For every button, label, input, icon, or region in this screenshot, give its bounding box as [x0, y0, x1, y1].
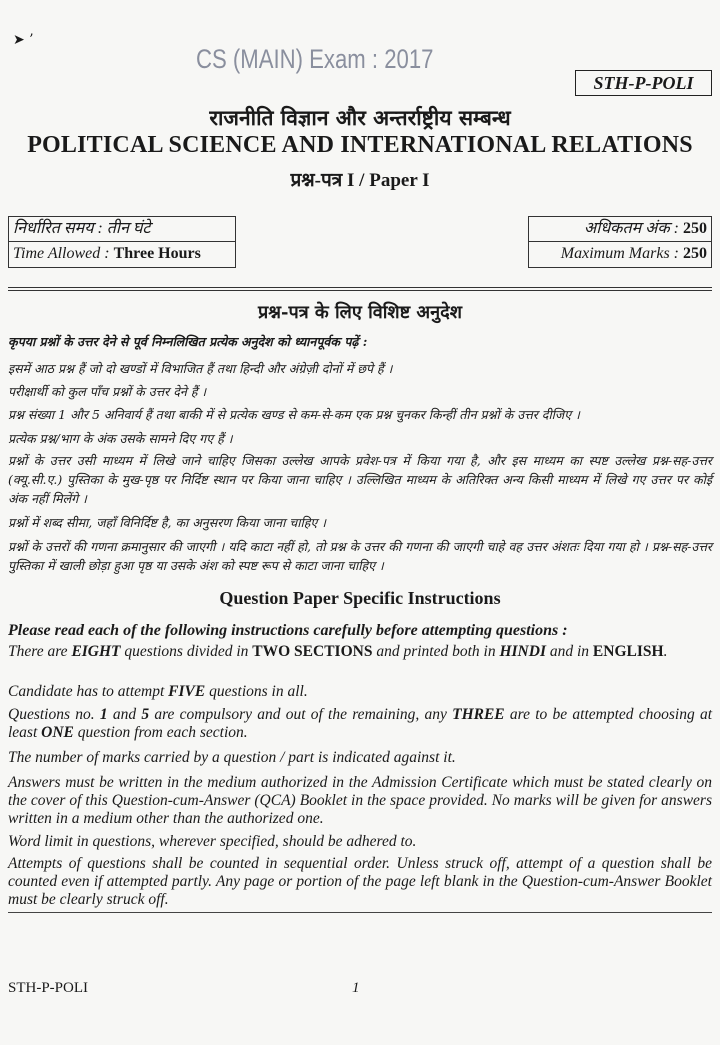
time-allowed-box	[8, 216, 236, 268]
hindi-instruction: प्रश्नों के उत्तरों की गणना क्रमानुसार की जाएगी । यदि काटा नहीं हो, तो प्रश्न के उत्तर की गणना की जाएगी चाहे वह उत्तर अंशतः दिया गया हो । प्रश्न-सह-उत्तर पुस्तिका में खाली छोड़ा हुआ पृष्ठ या उसके अंश को स्पष्ट रूप से काटा जाना चाहिए ।	[8, 539, 712, 573]
hindi-instruction: परीक्षार्थी को कुल पाँच प्रश्नों के उत्तर देने हैं ।	[8, 384, 207, 399]
hindi-instruction: प्रश्नों में शब्द सीमा, जहाँ विनिर्दिष्ट है, का अनुसरण किया जाना चाहिए ।	[8, 515, 326, 530]
divider	[8, 287, 712, 288]
instruction-word-limit: Word limit in questions, wherever specified, should be adhered to.	[8, 833, 417, 850]
instructions-intro: Please read each of the following instructions carefully before attempting questions :	[8, 622, 568, 639]
title-english: POLITICAL SCIENCE AND INTERNATIONAL RELATIONS	[27, 132, 693, 158]
paper-label: प्रश्न-पत्र I / Paper I	[290, 170, 430, 191]
instruction-attempt-count: Candidate has to attempt FIVE questions in all.	[8, 683, 308, 700]
title-hindi: राजनीति विज्ञान और अन्तर्राष्ट्रीय सम्बन्ध	[209, 105, 511, 130]
hindi-instruction: प्रश्न संख्या 1 और 5 अनिवार्य हैं तथा बाकी में से प्रत्येक खण्ड से कम-से-कम एक प्रश्न चुनकर किन्हीं तीन प्रश्नों के उत्तर दीजिए ।	[8, 407, 580, 422]
margin-marks: ➤ ’	[13, 32, 34, 48]
footer-paper-code: STH-P-POLI	[8, 980, 89, 996]
instruction-sequential: Attempts of questions shall be counted in sequential order. Unless struck off, attempt of a question shall be counted even if attempted partly. Any page or portion of the page left blank in the Question-cum-Answer Booklet must be clearly struck off.	[8, 855, 712, 908]
instruction-compulsory: Questions no. 1 and 5 are compulsory and out of the remaining, any THREE are to be attempted choosing at least ONE question from each section.	[8, 706, 713, 741]
hindi-instruction: इसमें आठ प्रश्न हैं जो दो खण्डों में विभाजित हैं तथा हिन्दी और अंग्रेज़ी दोनों में छपे हैं ।	[8, 361, 393, 376]
paper-code-box: STH-P-POLI	[575, 70, 712, 96]
english-instructions-heading: Question Paper Specific Instructions	[219, 588, 501, 608]
hindi-instruction: प्रश्नों के उत्तर उसी माध्यम में लिखे जाने चाहिए जिसका उल्लेख आपके प्रवेश-पत्र में किया गया है, और इस माध्यम का स्पष्ट उल्लेख प्रश्न-सह-उत्तर (क्यू.सी.ए.) पुस्तिका के मुख-पृष्ठ पर निर्दिष्ट स्थान पर किया जाना चाहिए । उल्लिखित माध्यम के अतिरिक्त अन्य किसी माध्यम में लिखे गए उत्तर पर कोई अंक नहीं मिलेंगे ।	[8, 453, 712, 506]
maximum-marks-box	[528, 216, 712, 268]
instruction-sections: There are EIGHT questions divided in TWO SECTIONS and printed both in HINDI and in ENGLISH.	[8, 643, 668, 660]
instruction-medium: Answers must be written in the medium authorized in the Admission Certificate which must be stated clearly on the cover of this Question-cum-Answer (QCA) Booklet in the space provided. No marks will be given for answers written in a medium other than the authorized one.	[8, 774, 712, 827]
hindi-instruction: प्रत्येक प्रश्न/भाग के अंक उसके सामने दिए गए हैं ।	[8, 431, 233, 446]
page-number: 1	[352, 980, 360, 996]
marks-english: Maximum Marks : 250	[529, 241, 711, 266]
divider	[8, 290, 712, 291]
time-hindi: निर्धारित समय : तीन घंटे	[13, 220, 151, 237]
marks-hindi: अधिकतम अंक : 250	[583, 220, 707, 237]
divider	[8, 912, 712, 913]
hindi-instructions-heading: प्रश्न-पत्र के लिए विशिष्ट अनुदेश	[258, 302, 462, 323]
exam-stamp: CS (MAIN) Exam : 2017	[196, 44, 434, 74]
instruction-marks: The number of marks carried by a question / part is indicated against it.	[8, 749, 456, 766]
hindi-instruction: कृपया प्रश्नों के उत्तर देने से पूर्व निम्नलिखित प्रत्येक अनुदेश को ध्यानपूर्वक पढ़ें :	[8, 334, 368, 349]
time-english: Time Allowed : Three Hours	[9, 241, 235, 266]
